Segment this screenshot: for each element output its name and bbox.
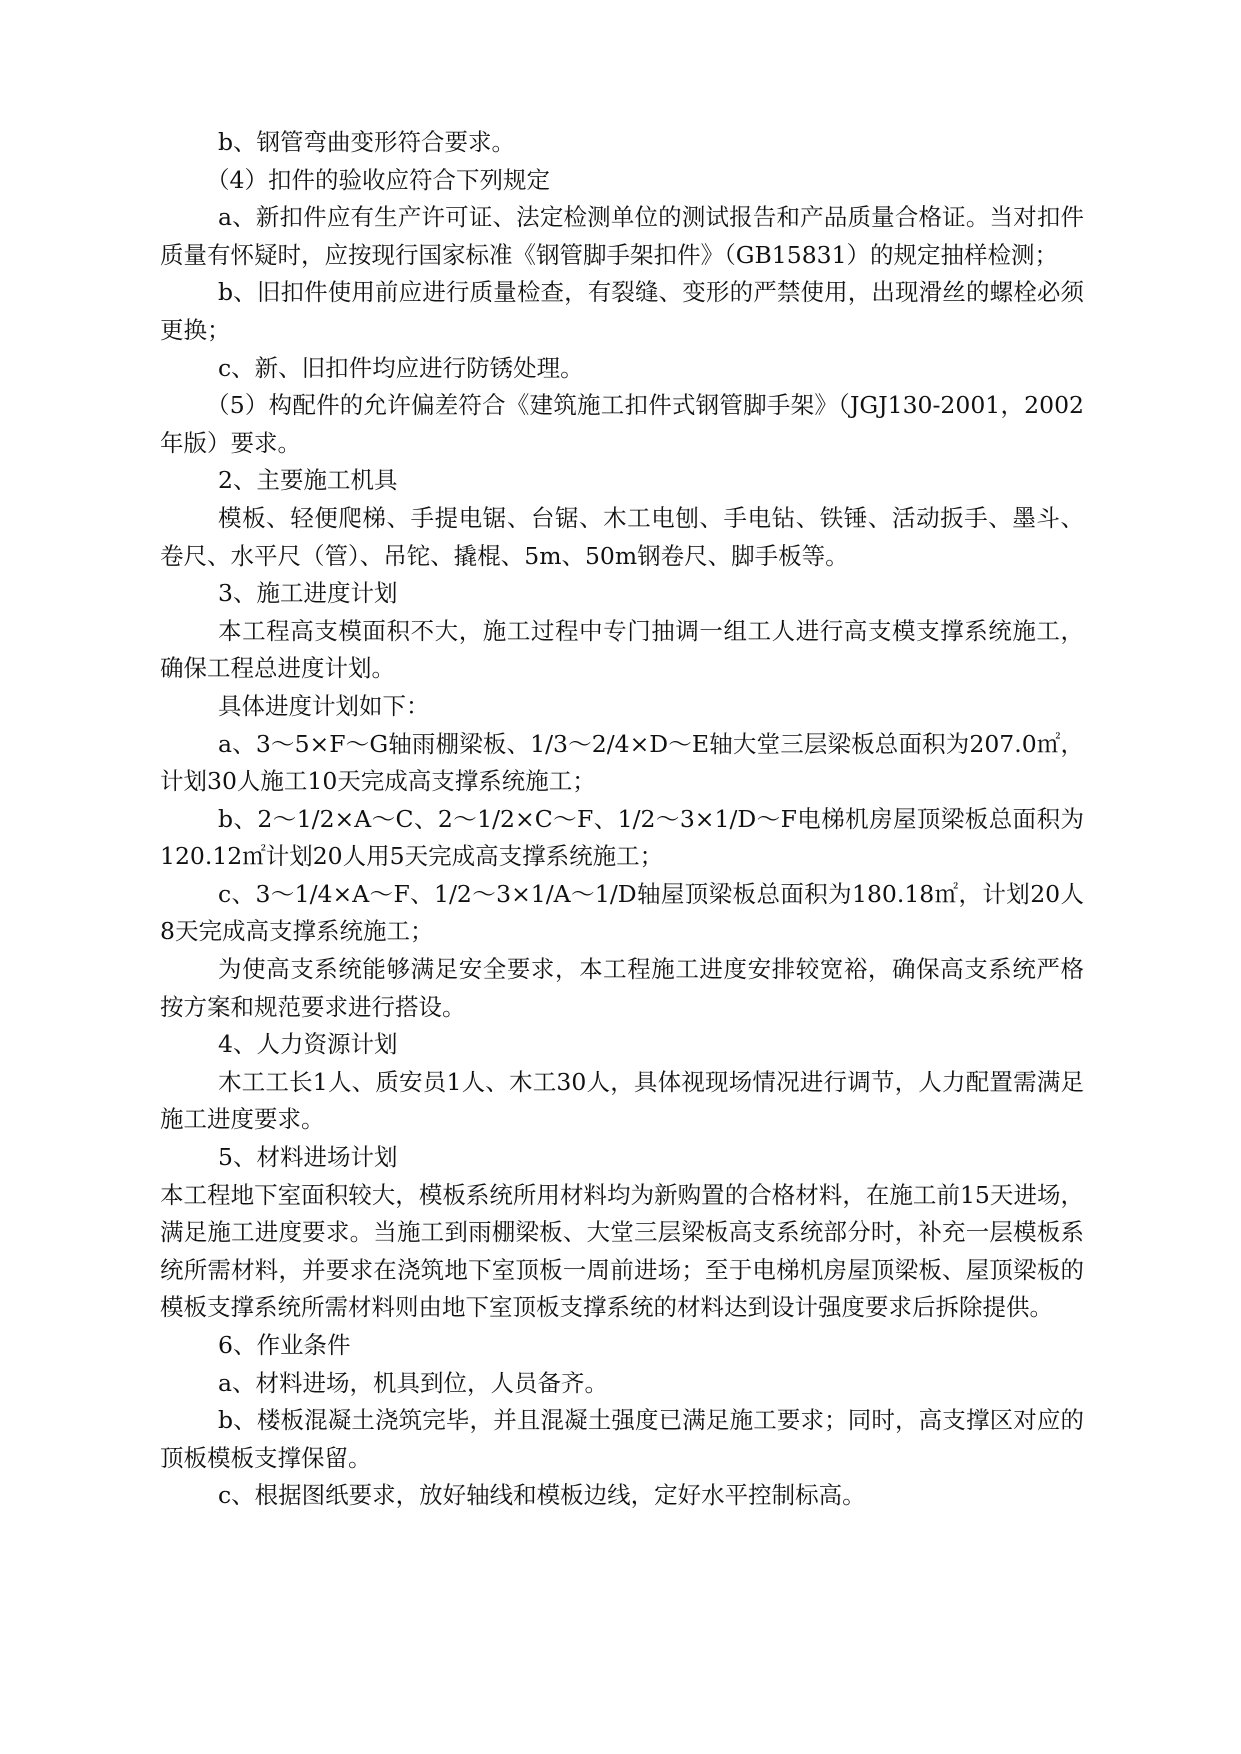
- document-page: [160, 124, 1084, 1515]
- paragraph: b、旧扣件使用前应进行质量检查，有裂缝、变形的严禁使用，出现滑丝的螺栓必须更换；: [160, 278, 1084, 344]
- section-heading: 4、人力资源计划: [218, 1030, 398, 1059]
- section-heading: 5、材料进场计划: [218, 1143, 398, 1172]
- paragraph: c、新、旧扣件均应进行防锈处理。: [218, 353, 584, 382]
- paragraph: c、根据图纸要求，放好轴线和模板边线，定好水平控制标高。: [218, 1481, 866, 1510]
- paragraph: a、材料进场，机具到位，人员备齐。: [218, 1368, 609, 1397]
- section-heading: 3、施工进度计划: [218, 579, 398, 608]
- paragraph: c、3～1/4×A～F、1/2～3×1/A～1/D轴屋顶梁板总面积为180.18㎡，计划20人8天完成高支撑系统施工；: [160, 879, 1084, 946]
- section-heading: 2、主要施工机具: [218, 466, 398, 495]
- paragraph: b、2～1/2×A～C、2～1/2×C～F、1/2～3×1/D～F电梯机房屋顶梁板总面积为120.12㎡计划20人用5天完成高支撑系统施工；: [160, 804, 1084, 871]
- paragraph: a、3～5×F～G轴雨棚梁板、1/3～2/4×D～E轴大堂三层梁板总面积为207.0㎡，计划30人施工10天完成高支撑系统施工；: [160, 729, 1084, 796]
- paragraph: （4）扣件的验收应符合下列规定: [206, 165, 550, 194]
- paragraph: b、楼板混凝土浇筑完毕，并且混凝土强度已满足施工要求；同时，高支撑区对应的顶板模板支撑保留。: [160, 1406, 1084, 1472]
- paragraph: a、新扣件应有生产许可证、法定检测单位的测试报告和产品质量合格证。当对扣件质量有怀疑时，应按现行国家标准《钢管脚手架扣件》（GB15831）的规定抽样检测；: [160, 203, 1084, 269]
- paragraph: b、钢管弯曲变形符合要求。: [218, 128, 516, 156]
- paragraph: 具体进度计划如下：: [218, 691, 430, 720]
- paragraph: 本工程高支模面积不大，施工过程中专门抽调一组工人进行高支模支撑系统施工，确保工程总进度计划。: [160, 616, 1084, 683]
- section-heading: 6、作业条件: [218, 1331, 351, 1359]
- paragraph: 模板、轻便爬梯、手提电锯、台锯、木工电刨、手电钻、铁锤、活动扳手、墨斗、卷尺、水平尺（管）、吊铊、撬棍、5m、50m钢卷尺、脚手板等。: [160, 503, 1084, 570]
- paragraph: 本工程地下室面积较大，模板系统所用材料均为新购置的合格材料，在施工前15天进场，满足施工进度要求。当施工到雨棚梁板、大堂三层梁板高支系统部分时，补充一层模板系统所需材料，并要求在浇筑地下室顶板一周前进场；至于电梯机房屋顶梁板、屋顶梁板的模板支撑系统所需材料则由地下室顶板支撑系统的材料达到设计强度要求后拆除提供。: [160, 1180, 1084, 1322]
- paragraph: 木工工长1人、质安员1人、木工30人，具体视现场情况进行调节，人力配置需满足施工进度要求。: [160, 1067, 1084, 1134]
- paragraph: （5）构配件的允许偏差符合《建筑施工扣件式钢管脚手架》（JGJ130-2001，2002年版）要求。: [160, 391, 1084, 457]
- paragraph: 为使高支系统能够满足安全要求，本工程施工进度安排较宽裕，确保高支系统严格按方案和规范要求进行搭设。: [160, 955, 1084, 1021]
